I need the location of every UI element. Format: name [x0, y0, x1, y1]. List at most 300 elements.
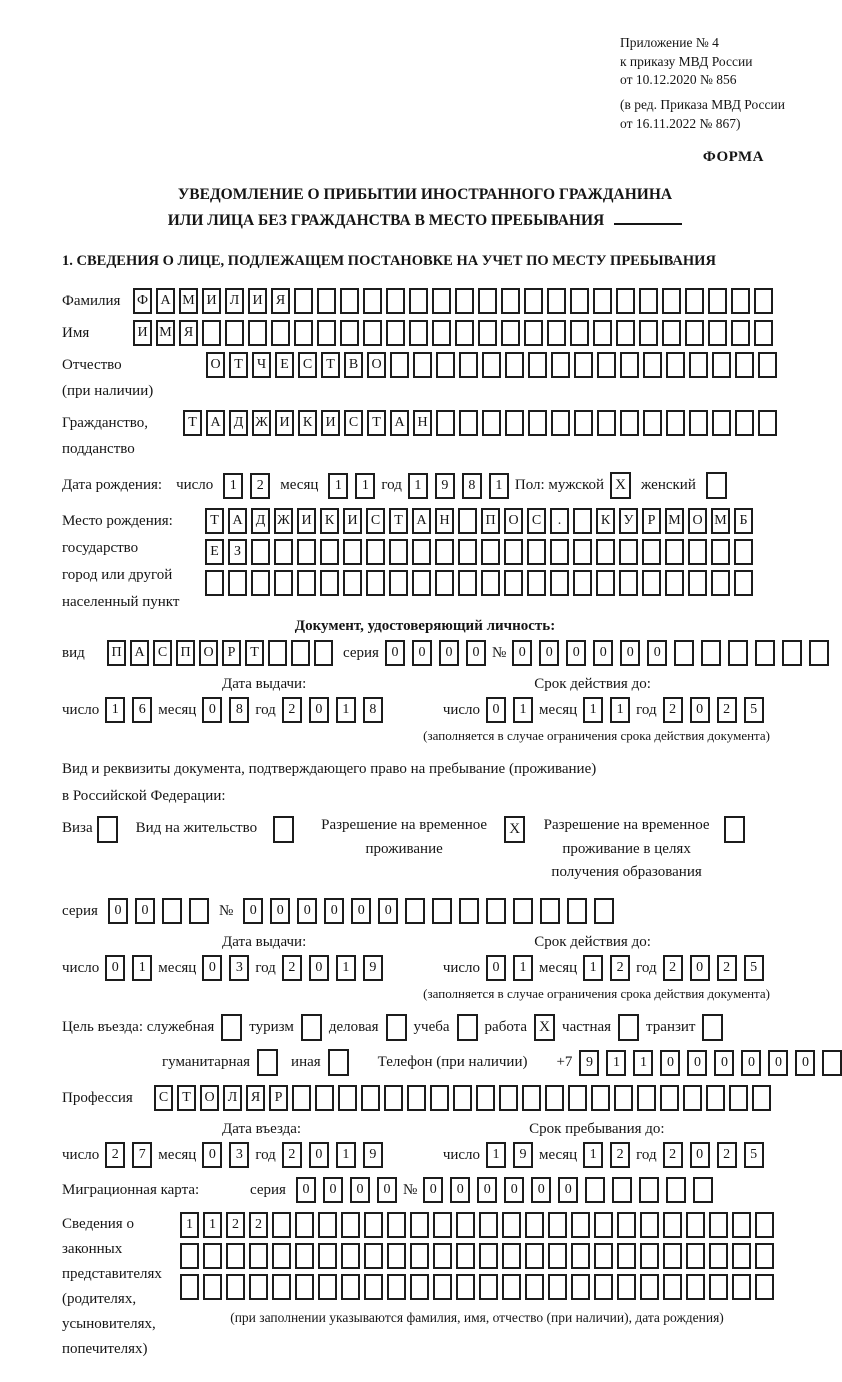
- form-cell[interactable]: [683, 1085, 702, 1111]
- form-cell[interactable]: [732, 1274, 751, 1300]
- form-cell[interactable]: [482, 352, 501, 378]
- form-cell[interactable]: [597, 352, 616, 378]
- form-cell[interactable]: [573, 508, 592, 534]
- form-cell[interactable]: [409, 320, 428, 346]
- form-cell[interactable]: 0: [714, 1050, 734, 1076]
- form-cell[interactable]: 0: [690, 1142, 710, 1168]
- form-cell[interactable]: [550, 539, 569, 565]
- form-cell[interactable]: [340, 288, 359, 314]
- form-cell[interactable]: [527, 570, 546, 596]
- form-cell[interactable]: [616, 320, 635, 346]
- form-cell[interactable]: О: [199, 640, 218, 666]
- form-cell[interactable]: Е: [275, 352, 294, 378]
- form-cell[interactable]: 0: [795, 1050, 815, 1076]
- form-cell[interactable]: [502, 1212, 521, 1238]
- form-cell[interactable]: [456, 1212, 475, 1238]
- form-cell[interactable]: 0: [135, 898, 155, 924]
- form-cell[interactable]: 0: [768, 1050, 788, 1076]
- form-cell[interactable]: Т: [367, 410, 386, 436]
- form-cell[interactable]: [476, 1085, 495, 1111]
- form-cell[interactable]: [297, 570, 316, 596]
- form-cell[interactable]: [366, 570, 385, 596]
- form-cell[interactable]: [574, 352, 593, 378]
- form-cell[interactable]: 1: [336, 1142, 356, 1168]
- form-cell[interactable]: [574, 410, 593, 436]
- form-cell[interactable]: М: [665, 508, 684, 534]
- form-cell[interactable]: 2: [105, 1142, 125, 1168]
- form-cell[interactable]: [524, 320, 543, 346]
- form-cell[interactable]: 2: [663, 955, 683, 981]
- form-cell[interactable]: [457, 1014, 478, 1041]
- form-cell[interactable]: [221, 1014, 242, 1041]
- form-cell[interactable]: [341, 1243, 360, 1269]
- form-cell[interactable]: Т: [389, 508, 408, 534]
- form-cell[interactable]: [662, 320, 681, 346]
- form-cell[interactable]: 9: [363, 955, 383, 981]
- form-cell[interactable]: Л: [223, 1085, 242, 1111]
- form-cell[interactable]: 2: [610, 1142, 630, 1168]
- form-cell[interactable]: [249, 1274, 268, 1300]
- form-cell[interactable]: [315, 1085, 334, 1111]
- form-cell[interactable]: А: [130, 640, 149, 666]
- form-cell[interactable]: [363, 288, 382, 314]
- form-cell[interactable]: [189, 898, 209, 924]
- form-cell[interactable]: А: [206, 410, 225, 436]
- form-cell[interactable]: [314, 640, 333, 666]
- form-cell[interactable]: [455, 288, 474, 314]
- form-cell[interactable]: [642, 539, 661, 565]
- form-cell[interactable]: 0: [309, 697, 329, 723]
- form-cell[interactable]: [617, 1243, 636, 1269]
- form-cell[interactable]: [386, 320, 405, 346]
- form-cell[interactable]: [340, 320, 359, 346]
- form-cell[interactable]: [701, 640, 721, 666]
- form-cell[interactable]: [528, 352, 547, 378]
- form-cell[interactable]: [501, 288, 520, 314]
- form-cell[interactable]: [504, 539, 523, 565]
- form-cell[interactable]: [432, 898, 452, 924]
- form-cell[interactable]: [364, 1274, 383, 1300]
- form-cell[interactable]: [478, 320, 497, 346]
- form-cell[interactable]: О: [367, 352, 386, 378]
- form-cell[interactable]: [754, 288, 773, 314]
- form-cell[interactable]: З: [228, 539, 247, 565]
- form-cell[interactable]: [663, 1274, 682, 1300]
- form-cell[interactable]: [522, 1085, 541, 1111]
- form-cell[interactable]: 0: [385, 640, 405, 666]
- form-cell[interactable]: 0: [593, 640, 613, 666]
- form-cell[interactable]: [297, 539, 316, 565]
- form-cell[interactable]: [758, 352, 777, 378]
- form-cell[interactable]: [688, 570, 707, 596]
- form-cell[interactable]: 1: [132, 955, 152, 981]
- form-cell[interactable]: [405, 898, 425, 924]
- form-cell[interactable]: [459, 898, 479, 924]
- form-cell[interactable]: [620, 352, 639, 378]
- form-cell[interactable]: 0: [450, 1177, 470, 1203]
- form-cell[interactable]: С: [153, 640, 172, 666]
- form-cell[interactable]: 5: [744, 955, 764, 981]
- form-cell[interactable]: 5: [744, 1142, 764, 1168]
- form-cell[interactable]: [782, 640, 802, 666]
- form-cell[interactable]: [97, 816, 118, 843]
- form-cell[interactable]: [317, 320, 336, 346]
- form-cell[interactable]: [612, 1177, 632, 1203]
- form-cell[interactable]: Я: [246, 1085, 265, 1111]
- form-cell[interactable]: С: [154, 1085, 173, 1111]
- form-cell[interactable]: [594, 1212, 613, 1238]
- form-cell[interactable]: [551, 352, 570, 378]
- form-cell[interactable]: А: [228, 508, 247, 534]
- form-cell[interactable]: [663, 1243, 682, 1269]
- form-cell[interactable]: 2: [717, 1142, 737, 1168]
- form-cell[interactable]: 1: [633, 1050, 653, 1076]
- form-cell[interactable]: 0: [202, 1142, 222, 1168]
- form-cell[interactable]: [573, 539, 592, 565]
- form-cell[interactable]: 0: [324, 898, 344, 924]
- form-cell[interactable]: П: [176, 640, 195, 666]
- form-cell[interactable]: [413, 352, 432, 378]
- form-cell[interactable]: [614, 1085, 633, 1111]
- form-cell[interactable]: 1: [223, 473, 243, 499]
- form-cell[interactable]: [180, 1274, 199, 1300]
- form-cell[interactable]: [435, 570, 454, 596]
- form-cell[interactable]: [711, 539, 730, 565]
- form-cell[interactable]: Л: [225, 288, 244, 314]
- form-cell[interactable]: 0: [243, 898, 263, 924]
- form-cell[interactable]: [639, 320, 658, 346]
- form-cell[interactable]: [643, 410, 662, 436]
- form-cell[interactable]: [180, 1243, 199, 1269]
- form-cell[interactable]: Ч: [252, 352, 271, 378]
- form-cell[interactable]: [525, 1243, 544, 1269]
- form-cell[interactable]: К: [596, 508, 615, 534]
- form-cell[interactable]: [364, 1212, 383, 1238]
- form-cell[interactable]: 0: [378, 898, 398, 924]
- form-cell[interactable]: 2: [249, 1212, 268, 1238]
- form-cell[interactable]: У: [619, 508, 638, 534]
- form-cell[interactable]: [702, 1014, 723, 1041]
- form-cell[interactable]: [328, 1049, 349, 1076]
- form-cell[interactable]: 0: [412, 640, 432, 666]
- form-cell[interactable]: [686, 1274, 705, 1300]
- form-cell[interactable]: X: [610, 472, 631, 499]
- form-cell[interactable]: [619, 539, 638, 565]
- form-cell[interactable]: 2: [250, 473, 270, 499]
- form-cell[interactable]: 0: [297, 898, 317, 924]
- form-cell[interactable]: [685, 288, 704, 314]
- form-cell[interactable]: [504, 570, 523, 596]
- form-cell[interactable]: [728, 640, 748, 666]
- form-cell[interactable]: [755, 1212, 774, 1238]
- form-cell[interactable]: [729, 1085, 748, 1111]
- form-cell[interactable]: 0: [350, 1177, 370, 1203]
- form-cell[interactable]: [458, 570, 477, 596]
- form-cell[interactable]: [594, 1243, 613, 1269]
- form-cell[interactable]: [666, 352, 685, 378]
- form-cell[interactable]: И: [343, 508, 362, 534]
- form-cell[interactable]: [501, 320, 520, 346]
- form-cell[interactable]: [458, 539, 477, 565]
- form-cell[interactable]: [706, 1085, 725, 1111]
- form-cell[interactable]: П: [107, 640, 126, 666]
- form-cell[interactable]: [822, 1050, 842, 1076]
- form-cell[interactable]: [568, 1085, 587, 1111]
- form-cell[interactable]: [551, 410, 570, 436]
- form-cell[interactable]: [249, 1243, 268, 1269]
- form-cell[interactable]: 1: [336, 697, 356, 723]
- form-cell[interactable]: [387, 1243, 406, 1269]
- form-cell[interactable]: 0: [105, 955, 125, 981]
- form-cell[interactable]: И: [321, 410, 340, 436]
- form-cell[interactable]: И: [248, 288, 267, 314]
- form-cell[interactable]: [596, 570, 615, 596]
- form-cell[interactable]: [248, 320, 267, 346]
- form-cell[interactable]: [620, 410, 639, 436]
- form-cell[interactable]: [502, 1274, 521, 1300]
- form-cell[interactable]: 0: [309, 955, 329, 981]
- form-cell[interactable]: 2: [663, 697, 683, 723]
- form-cell[interactable]: [410, 1212, 429, 1238]
- form-cell[interactable]: [570, 320, 589, 346]
- form-cell[interactable]: К: [298, 410, 317, 436]
- form-cell[interactable]: [387, 1212, 406, 1238]
- form-cell[interactable]: [571, 1243, 590, 1269]
- form-cell[interactable]: [162, 898, 182, 924]
- form-cell[interactable]: [407, 1085, 426, 1111]
- form-cell[interactable]: 1: [328, 473, 348, 499]
- form-cell[interactable]: [343, 570, 362, 596]
- form-cell[interactable]: [685, 320, 704, 346]
- form-cell[interactable]: К: [320, 508, 339, 534]
- form-cell[interactable]: [732, 1243, 751, 1269]
- form-cell[interactable]: [731, 288, 750, 314]
- form-cell[interactable]: 5: [744, 697, 764, 723]
- form-cell[interactable]: 0: [202, 697, 222, 723]
- form-cell[interactable]: [674, 640, 694, 666]
- form-cell[interactable]: [545, 1085, 564, 1111]
- form-cell[interactable]: [663, 1212, 682, 1238]
- form-cell[interactable]: [505, 352, 524, 378]
- form-cell[interactable]: [734, 570, 753, 596]
- form-cell[interactable]: Я: [179, 320, 198, 346]
- form-cell[interactable]: 2: [717, 697, 737, 723]
- form-cell[interactable]: [708, 320, 727, 346]
- form-cell[interactable]: [453, 1085, 472, 1111]
- form-cell[interactable]: [432, 288, 451, 314]
- form-cell[interactable]: О: [200, 1085, 219, 1111]
- form-cell[interactable]: 1: [610, 697, 630, 723]
- form-cell[interactable]: 2: [717, 955, 737, 981]
- form-cell[interactable]: [387, 1274, 406, 1300]
- form-cell[interactable]: [318, 1243, 337, 1269]
- form-cell[interactable]: [203, 1274, 222, 1300]
- form-cell[interactable]: [410, 1274, 429, 1300]
- form-cell[interactable]: [478, 288, 497, 314]
- form-cell[interactable]: 1: [583, 955, 603, 981]
- form-cell[interactable]: [366, 539, 385, 565]
- form-cell[interactable]: [295, 1212, 314, 1238]
- form-cell[interactable]: 0: [504, 1177, 524, 1203]
- form-cell[interactable]: [550, 570, 569, 596]
- form-cell[interactable]: 3: [229, 1142, 249, 1168]
- form-cell[interactable]: [688, 539, 707, 565]
- form-cell[interactable]: Т: [245, 640, 264, 666]
- form-cell[interactable]: [389, 570, 408, 596]
- form-cell[interactable]: [665, 539, 684, 565]
- form-cell[interactable]: [525, 1212, 544, 1238]
- form-cell[interactable]: М: [179, 288, 198, 314]
- form-cell[interactable]: [341, 1212, 360, 1238]
- form-cell[interactable]: С: [298, 352, 317, 378]
- form-cell[interactable]: [525, 1274, 544, 1300]
- form-cell[interactable]: 1: [489, 473, 509, 499]
- form-cell[interactable]: [758, 410, 777, 436]
- form-cell[interactable]: 0: [566, 640, 586, 666]
- form-cell[interactable]: [686, 1212, 705, 1238]
- form-cell[interactable]: [203, 1243, 222, 1269]
- form-cell[interactable]: [597, 410, 616, 436]
- form-cell[interactable]: [320, 570, 339, 596]
- form-cell[interactable]: [384, 1085, 403, 1111]
- form-cell[interactable]: [734, 539, 753, 565]
- form-cell[interactable]: [343, 539, 362, 565]
- form-cell[interactable]: 9: [435, 473, 455, 499]
- form-cell[interactable]: [712, 352, 731, 378]
- form-cell[interactable]: 1: [513, 955, 533, 981]
- form-cell[interactable]: [712, 410, 731, 436]
- form-cell[interactable]: [709, 1243, 728, 1269]
- form-cell[interactable]: [458, 508, 477, 534]
- form-cell[interactable]: 6: [132, 697, 152, 723]
- form-cell[interactable]: М: [711, 508, 730, 534]
- form-cell[interactable]: Ж: [274, 508, 293, 534]
- form-cell[interactable]: [364, 1243, 383, 1269]
- form-cell[interactable]: [617, 1212, 636, 1238]
- form-cell[interactable]: [481, 570, 500, 596]
- form-cell[interactable]: А: [412, 508, 431, 534]
- form-cell[interactable]: [274, 570, 293, 596]
- form-cell[interactable]: [479, 1274, 498, 1300]
- form-cell[interactable]: [318, 1274, 337, 1300]
- form-cell[interactable]: 0: [486, 955, 506, 981]
- form-cell[interactable]: [593, 288, 612, 314]
- form-cell[interactable]: [272, 1212, 291, 1238]
- form-cell[interactable]: [596, 539, 615, 565]
- form-cell[interactable]: [752, 1085, 771, 1111]
- form-cell[interactable]: [708, 288, 727, 314]
- form-cell[interactable]: [666, 1177, 686, 1203]
- form-cell[interactable]: 1: [486, 1142, 506, 1168]
- form-cell[interactable]: [505, 410, 524, 436]
- form-cell[interactable]: 9: [513, 1142, 533, 1168]
- form-cell[interactable]: [689, 410, 708, 436]
- form-cell[interactable]: [573, 570, 592, 596]
- form-cell[interactable]: 0: [296, 1177, 316, 1203]
- form-cell[interactable]: О: [688, 508, 707, 534]
- form-cell[interactable]: [225, 320, 244, 346]
- form-cell[interactable]: Ф: [133, 288, 152, 314]
- form-cell[interactable]: [294, 320, 313, 346]
- form-cell[interactable]: [686, 1243, 705, 1269]
- form-cell[interactable]: [754, 320, 773, 346]
- form-cell[interactable]: 0: [741, 1050, 761, 1076]
- form-cell[interactable]: 0: [486, 697, 506, 723]
- form-cell[interactable]: [486, 898, 506, 924]
- form-cell[interactable]: 9: [363, 1142, 383, 1168]
- form-cell[interactable]: 2: [663, 1142, 683, 1168]
- form-cell[interactable]: [389, 539, 408, 565]
- form-cell[interactable]: [637, 1085, 656, 1111]
- form-cell[interactable]: [456, 1243, 475, 1269]
- form-cell[interactable]: [571, 1274, 590, 1300]
- form-cell[interactable]: [755, 1243, 774, 1269]
- form-cell[interactable]: 0: [377, 1177, 397, 1203]
- form-cell[interactable]: [436, 410, 455, 436]
- form-cell[interactable]: О: [206, 352, 225, 378]
- form-cell[interactable]: И: [202, 288, 221, 314]
- form-cell[interactable]: [320, 539, 339, 565]
- form-cell[interactable]: [226, 1243, 245, 1269]
- form-cell[interactable]: [640, 1243, 659, 1269]
- form-cell[interactable]: С: [527, 508, 546, 534]
- form-cell[interactable]: [755, 1274, 774, 1300]
- form-cell[interactable]: [619, 570, 638, 596]
- form-cell[interactable]: 0: [660, 1050, 680, 1076]
- form-cell[interactable]: А: [390, 410, 409, 436]
- form-cell[interactable]: 0: [202, 955, 222, 981]
- form-cell[interactable]: Т: [183, 410, 202, 436]
- form-cell[interactable]: Т: [177, 1085, 196, 1111]
- form-cell[interactable]: 8: [229, 697, 249, 723]
- form-cell[interactable]: 8: [363, 697, 383, 723]
- form-cell[interactable]: 2: [282, 697, 302, 723]
- form-cell[interactable]: [617, 1274, 636, 1300]
- form-cell[interactable]: [292, 1085, 311, 1111]
- form-cell[interactable]: 1: [583, 697, 603, 723]
- form-cell[interactable]: [693, 1177, 713, 1203]
- form-cell[interactable]: 0: [439, 640, 459, 666]
- form-cell[interactable]: [735, 410, 754, 436]
- form-cell[interactable]: [755, 640, 775, 666]
- form-cell[interactable]: [338, 1085, 357, 1111]
- form-cell[interactable]: 0: [477, 1177, 497, 1203]
- form-cell[interactable]: [547, 320, 566, 346]
- form-cell[interactable]: Б: [734, 508, 753, 534]
- form-cell[interactable]: [711, 570, 730, 596]
- form-cell[interactable]: [639, 1177, 659, 1203]
- form-cell[interactable]: Д: [251, 508, 270, 534]
- form-cell[interactable]: П: [481, 508, 500, 534]
- form-cell[interactable]: 0: [647, 640, 667, 666]
- form-cell[interactable]: И: [297, 508, 316, 534]
- form-cell[interactable]: [271, 320, 290, 346]
- form-cell[interactable]: [459, 352, 478, 378]
- form-cell[interactable]: [433, 1274, 452, 1300]
- form-cell[interactable]: [724, 816, 745, 843]
- form-cell[interactable]: [257, 1049, 278, 1076]
- form-cell[interactable]: [318, 1212, 337, 1238]
- form-cell[interactable]: [295, 1243, 314, 1269]
- form-cell[interactable]: [301, 1014, 322, 1041]
- form-cell[interactable]: [361, 1085, 380, 1111]
- form-cell[interactable]: [386, 288, 405, 314]
- form-cell[interactable]: [412, 570, 431, 596]
- form-cell[interactable]: Д: [229, 410, 248, 436]
- form-cell[interactable]: [570, 288, 589, 314]
- form-cell[interactable]: [433, 1243, 452, 1269]
- form-cell[interactable]: 0: [512, 640, 532, 666]
